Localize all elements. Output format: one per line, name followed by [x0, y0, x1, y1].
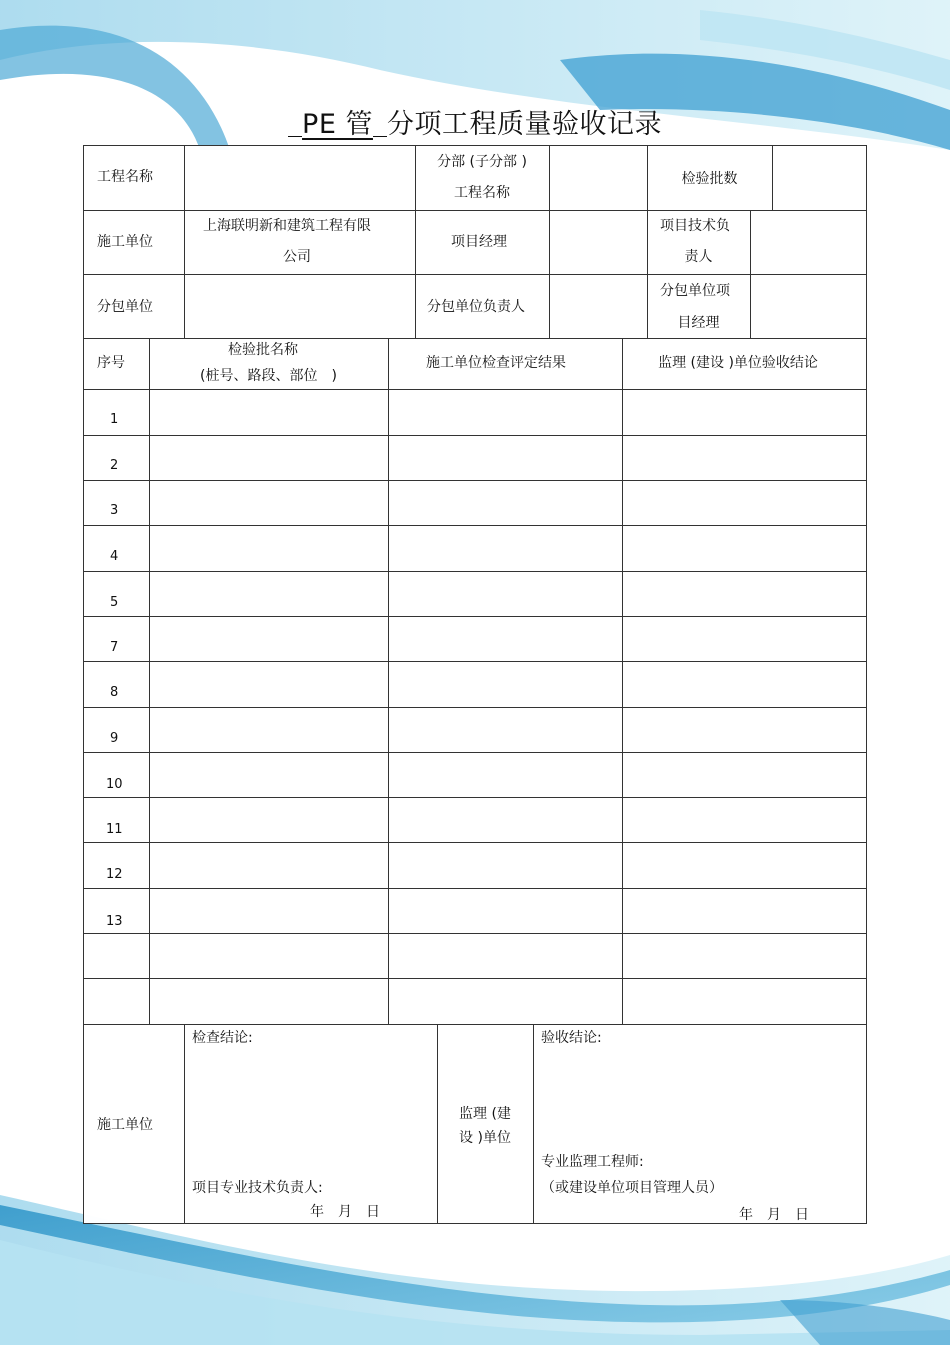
- row-number: 13: [106, 914, 123, 929]
- tech-lead-label-line1: 项目技术负: [660, 218, 730, 234]
- row-number: 1: [110, 412, 119, 427]
- date-left: 年 月 日: [310, 1204, 380, 1220]
- sub-project-value[interactable]: [550, 146, 647, 210]
- footer-contractor-label: 施工单位: [97, 1117, 153, 1133]
- row-number: 12: [106, 867, 123, 882]
- row-number: 8: [110, 685, 119, 700]
- title-suffix: 分项工程质量验收记录: [386, 109, 662, 140]
- contractor-value-line2: 公司: [283, 249, 311, 265]
- subcontractor-pm-value[interactable]: [751, 275, 866, 338]
- accept-conclusion-label: 验收结论:: [541, 1030, 602, 1046]
- sub-project-label-line1: 分部 (子分部 ): [437, 154, 527, 170]
- row-number: 11: [106, 822, 123, 837]
- column-header-batch-line2: (桩号、路段、部位 ): [200, 368, 337, 384]
- column-header-contractor-result: 施工单位检查评定结果: [426, 355, 566, 371]
- row-number: 7: [110, 640, 119, 655]
- row-number: 4: [110, 549, 119, 564]
- tech-lead-value[interactable]: [751, 211, 866, 274]
- row-number: 3: [110, 503, 119, 518]
- project-manager-value[interactable]: [550, 211, 647, 274]
- subcontractor-pm-label-line2: 目经理: [677, 315, 720, 331]
- supervisor-label-line1: 监理 (建: [459, 1106, 511, 1122]
- column-header-no: 序号: [97, 355, 125, 371]
- subcontractor-lead-value[interactable]: [550, 275, 647, 338]
- supervisor-label-line2: 设 )单位: [459, 1130, 511, 1146]
- contractor-value-line1: 上海联明新和建筑工程有限: [203, 218, 371, 234]
- row-number: 10: [106, 777, 123, 792]
- column-header-batch-line1: 检验批名称: [228, 342, 298, 358]
- tech-lead-label-line2: 责人: [684, 249, 713, 265]
- subcontractor-value[interactable]: [185, 275, 415, 338]
- batch-count-value[interactable]: [773, 146, 866, 210]
- batch-count-label: 检验批数: [681, 171, 738, 187]
- row-number: 2: [110, 458, 119, 473]
- page-title: [0, 102, 950, 141]
- supervisor-engineer-label: 专业监理工程师:: [541, 1154, 644, 1170]
- title-prefix: PE 管: [302, 109, 373, 140]
- row-number: 9: [110, 731, 119, 746]
- subcontractor-pm-label-line1: 分包单位项: [660, 283, 730, 299]
- subcontractor-label: 分包单位: [97, 299, 153, 315]
- project-name-value[interactable]: [185, 146, 415, 210]
- date-right: 年 月 日: [739, 1207, 809, 1223]
- project-manager-label: 项目经理: [451, 234, 507, 250]
- contractor-label: 施工单位: [97, 234, 153, 250]
- subcontractor-lead-label: 分包单位负责人: [427, 299, 525, 315]
- check-conclusion-label: 检查结论:: [192, 1030, 253, 1046]
- sub-project-label-line2: 工程名称: [454, 185, 510, 201]
- row-number: 5: [110, 595, 119, 610]
- project-name-label: 工程名称: [97, 169, 153, 185]
- supervisor-engineer-alt-label: （或建设单位项目管理人员）: [541, 1180, 723, 1196]
- column-header-supervisor-result: 监理 (建设 )单位验收结论: [658, 355, 818, 371]
- tech-lead-signature-label: 项目专业技术负责人:: [192, 1180, 323, 1196]
